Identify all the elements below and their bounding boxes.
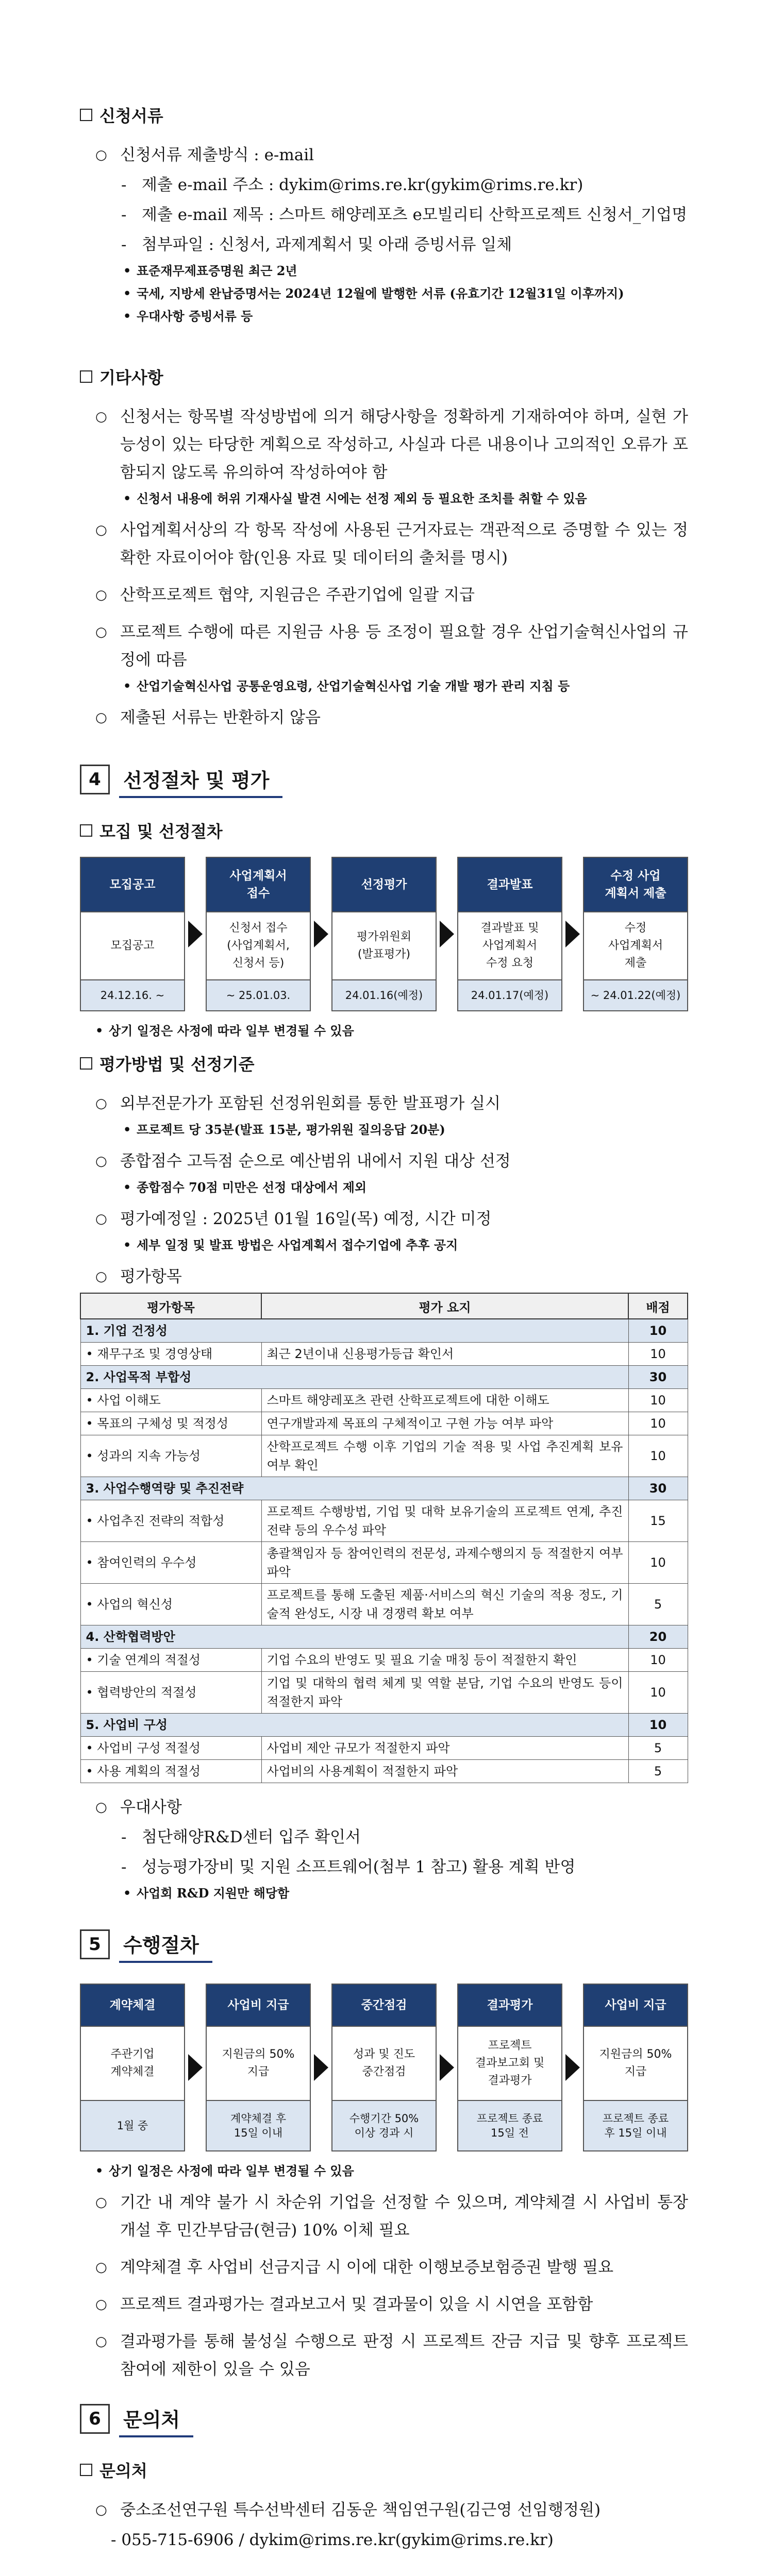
- table-row: [80, 1500, 688, 1542]
- section-title: 문의처: [119, 2404, 193, 2437]
- table-cell: 10: [628, 1714, 688, 1737]
- eval-note: • 프로젝트 당 35분(발표 15분, 평가위원 질의응답 20분): [123, 1122, 445, 1137]
- table-cell: 5: [628, 1737, 688, 1760]
- table-cell: 산학프로젝트 수행 이후 기업의 기술 적용 및 사업 추진계획 보유 여부 확인: [261, 1435, 628, 1477]
- other-note: • 신청서 내용에 허위 기재사실 발견 시에는 선정 제외 등 필요한 조치를 취할 수 있음: [123, 491, 587, 506]
- table-cell: 사업비의 사용계획이 적절한지 파악: [261, 1760, 628, 1783]
- execution-flow: [80, 1984, 688, 2151]
- table-cell: 30: [628, 1366, 688, 1389]
- section-number: 5: [80, 1929, 110, 1959]
- other-item: ○ 신청서는 항목별 작성방법에 의거 해당사항을 정확하게 기재하여야 하며, 실현 가능성이 있는 타당한 계획으로 작성하고, 사실과 다른 내용이나 고의적인 오류가 포함되지 않도록 유의하여 작성하여야 함: [95, 408, 688, 482]
- table-cell: 10: [628, 1389, 688, 1412]
- table-row: [80, 1435, 688, 1477]
- pref-item: ○ 우대사항: [95, 1798, 182, 1817]
- arrow-right-icon: [437, 1984, 457, 2151]
- section-number: 6: [80, 2404, 110, 2434]
- square-bullet-icon: [80, 824, 92, 837]
- table-cell: 프로젝트 수행방법, 기업 및 대학 보유기술의 프로젝트 연계, 추진전략 등의 우수성 파악: [261, 1500, 628, 1542]
- table-category-row: [80, 1366, 688, 1389]
- table-cell: 2. 사업목적 부합성: [80, 1366, 628, 1389]
- eval-heading: 평가방법 및 선정기준: [80, 1052, 688, 1075]
- pref-sub-item: - 성능평가장비 및 지원 소프트웨어(첨부 1 참고) 활용 계획 반영: [121, 1858, 576, 1876]
- square-bullet-icon: [80, 1057, 92, 1070]
- eval-item: ○ 종합점수 고득점 순으로 예산범위 내에서 지원 대상 선정: [95, 1152, 511, 1171]
- table-row: [80, 1672, 688, 1714]
- section-apply-docs-heading: 신청서류: [80, 103, 688, 127]
- table-cell: 프로젝트를 통해 도출된 제품·서비스의 혁신 기술의 적용 정도, 기술적 완성도, 시장 내 경쟁력 확보 여부: [261, 1584, 628, 1625]
- square-bullet-icon: [80, 109, 92, 121]
- apply-docs-note: • 우대사항 증빙서류 등: [123, 309, 253, 324]
- contact-heading: 문의처: [80, 2458, 688, 2482]
- other-item: ○ 산학프로젝트 협약, 지원금은 주관기업에 일괄 지급: [95, 586, 475, 604]
- table-cell: 스마트 해양레포츠 관련 산학프로젝트에 대한 이해도: [261, 1389, 628, 1412]
- table-cell: 10: [628, 1343, 688, 1366]
- arrow-right-icon: [185, 857, 206, 1011]
- table-cell: • 사용 계획의 적절성: [80, 1760, 261, 1783]
- table-cell: 사업비 제안 규모가 적절한지 파악: [261, 1737, 628, 1760]
- table-row: [80, 1584, 688, 1625]
- other-item: ○ 제출된 서류는 반환하지 않음: [95, 708, 321, 727]
- table-cell: 15: [628, 1500, 688, 1542]
- other-item: ○ 사업계획서상의 각 항목 작성에 사용된 근거자료는 객관적으로 증명할 수 있는 정확한 자료이어야 함(인용 자료 및 데이터의 출처를 명시): [95, 521, 688, 567]
- flow-note: • 상기 일정은 사정에 따라 일부 변경될 수 있음: [95, 1023, 354, 1038]
- apply-docs-note: • 국세, 지방세 완납증명서는 2024년 12월에 발행한 서류 (유효기간 12월31일 이후까지): [123, 286, 624, 301]
- table-cell: 30: [628, 1477, 688, 1500]
- table-header-row: [80, 1293, 688, 1319]
- section-number: 4: [80, 765, 110, 794]
- table-row: [80, 1412, 688, 1435]
- flow-step: 계약체결 주관기업 계약체결 1월 중: [80, 1984, 185, 2151]
- table-row: [80, 1542, 688, 1584]
- table-row: [80, 1760, 688, 1783]
- table-cell: 10: [628, 1649, 688, 1672]
- section-title: 선정절차 및 평가: [119, 765, 282, 798]
- table-cell: • 사업비 구성 적절성: [80, 1737, 261, 1760]
- flow-step: 선정평가 평가위원회 (발표평가) 24.01.16(예정): [331, 857, 437, 1011]
- table-cell: 기업 및 대학의 협력 체계 및 역할 분담, 기업 수요의 반영도 등이 적절한지 파악: [261, 1672, 628, 1714]
- table-cell: 최근 2년이내 신용평가등급 확인서: [261, 1343, 628, 1366]
- table-cell: • 성과의 지속 가능성: [80, 1435, 261, 1477]
- execution-item: ○ 결과평가를 통해 불성실 수행으로 판정 시 프로젝트 잔금 지급 및 향후 프로젝트 참여에 제한이 있을 수 있음: [95, 2332, 688, 2379]
- table-cell: 1. 기업 건정성: [80, 1319, 628, 1343]
- eval-note: • 종합점수 70점 미만은 선정 대상에서 제외: [123, 1180, 367, 1195]
- table-category-row: [80, 1714, 688, 1737]
- table-row: [80, 1737, 688, 1760]
- section-6-header: [80, 2404, 688, 2437]
- flow-step: 사업계획서 접수 신청서 접수 (사업계획서, 신청서 등) ~ 25.01.03.: [206, 857, 311, 1011]
- pref-sub-item: - 첨단해양R&D센터 입주 확인서: [121, 1828, 361, 1846]
- table-cell: 10: [628, 1542, 688, 1584]
- table-cell: 3. 사업수행역량 및 추진전략: [80, 1477, 628, 1500]
- execution-item: ○ 기간 내 계약 불가 시 차순위 기업을 선정할 수 있으며, 계약체결 시 사업비 통장 개설 후 민간부담금(현금) 10% 이체 필요: [95, 2193, 688, 2240]
- document-page: [80, 103, 688, 2556]
- table-cell: • 사업추진 전략의 적합성: [80, 1500, 261, 1542]
- table-cell: 10: [628, 1672, 688, 1714]
- execution-item: ○ 프로젝트 결과평가는 결과보고서 및 결과물이 있을 시 시연을 포함함: [95, 2295, 593, 2314]
- table-row: [80, 1389, 688, 1412]
- table-cell: 총괄책임자 등 참여인력의 전문성, 과제수행의지 등 적절한지 여부 파악: [261, 1542, 628, 1584]
- table-cell: 연구개발과제 목표의 구체적이고 구현 가능 여부 파악: [261, 1412, 628, 1435]
- table-category-row: [80, 1319, 688, 1343]
- table-cell: 5. 사업비 구성: [80, 1714, 628, 1737]
- section-4-header: [80, 765, 688, 798]
- execution-item: ○ 계약체결 후 사업비 선금지급 시 이에 대한 이행보증보험증권 발행 필요: [95, 2258, 614, 2277]
- table-cell: • 참여인력의 우수성: [80, 1542, 261, 1584]
- flow-step: 결과발표 결과발표 및 사업계획서 수정 요청 24.01.17(예정): [457, 857, 562, 1011]
- table-cell: • 사업 이해도: [80, 1389, 261, 1412]
- arrow-right-icon: [437, 857, 457, 1011]
- table-cell: 4. 산학협력방안: [80, 1625, 628, 1649]
- table-header: 평가 요지: [261, 1293, 628, 1319]
- table-cell: 10: [628, 1319, 688, 1343]
- flow-step: 수정 사업 계획서 제출 수정 사업계획서 제출 ~ 24.01.22(예정): [583, 857, 688, 1011]
- section-title: 수행절차: [119, 1929, 212, 1963]
- selection-flow: [80, 857, 688, 1011]
- section-5-header: [80, 1929, 688, 1963]
- flow-step: 결과평가 프로젝트 결과보고회 및 결과평가 프로젝트 종료 15일 전: [457, 1984, 562, 2151]
- table-cell: 10: [628, 1412, 688, 1435]
- table-header: 평가항목: [80, 1293, 261, 1319]
- square-bullet-icon: [80, 370, 92, 383]
- apply-docs-sub-item: - 제출 e-mail 주소 : dykim@rims.re.kr(gykim@rims.re.kr): [121, 176, 583, 194]
- apply-docs-sub-item: - 제출 e-mail 제목 : 스마트 해양레포츠 e모빌리티 산학프로젝트 신청서_기업명: [121, 206, 688, 224]
- table-row: [80, 1649, 688, 1672]
- apply-docs-item: ○ 신청서류 제출방식 : e-mail: [95, 146, 314, 164]
- arrow-right-icon: [311, 857, 331, 1011]
- arrow-right-icon: [311, 1984, 331, 2151]
- contact-phone: - 055-715-6906 / dykim@rims.re.kr(gykim@rims.re.kr): [111, 2531, 554, 2549]
- eval-item: ○ 평가예정일 : 2025년 01월 16일(목) 예정, 시간 미정: [95, 1210, 492, 1228]
- table-cell: 기업 수요의 반영도 및 필요 기술 매칭 등이 적절한지 확인: [261, 1649, 628, 1672]
- eval-item: ○ 외부전문가가 포함된 선정위원회를 통한 발표평가 실시: [95, 1094, 501, 1113]
- table-cell: 5: [628, 1584, 688, 1625]
- recruit-heading: 모집 및 선정절차: [80, 819, 688, 842]
- table-cell: • 재무구조 및 경영상태: [80, 1343, 261, 1366]
- flow-step: 중간점검 성과 및 진도 중간점검 수행기간 50% 이상 경과 시: [331, 1984, 437, 2151]
- eval-item: ○ 평가항목: [95, 1267, 182, 1286]
- table-cell: • 목표의 구체성 및 적정성: [80, 1412, 261, 1435]
- contact-item: ○ 중소조선연구원 특수선박센터 김동운 책임연구원(김근영 선임행정원): [95, 2501, 601, 2519]
- flow-step: 사업비 지급 지원금의 50% 지급 계약체결 후 15일 이내: [206, 1984, 311, 2151]
- square-bullet-icon: [80, 2464, 92, 2476]
- flow-step: 사업비 지급 지원금의 50% 지급 프로젝트 종료 후 15일 이내: [583, 1984, 688, 2151]
- other-item: ○ 프로젝트 수행에 따른 지원금 사용 등 조정이 필요할 경우 산업기술혁신사업의 규정에 따름: [95, 623, 688, 669]
- table-cell: 20: [628, 1625, 688, 1649]
- table-row: [80, 1343, 688, 1366]
- table-cell: 5: [628, 1760, 688, 1783]
- table-cell: 10: [628, 1435, 688, 1477]
- apply-docs-note: • 표준재무제표증명원 최근 2년: [123, 263, 297, 278]
- table-category-row: [80, 1625, 688, 1649]
- table-category-row: [80, 1477, 688, 1500]
- apply-docs-sub-item: - 첨부파일 : 신청서, 과제계획서 및 아래 증빙서류 일체: [121, 235, 512, 254]
- arrow-right-icon: [562, 1984, 583, 2151]
- table-cell: • 기술 연계의 적절성: [80, 1649, 261, 1672]
- other-note: • 산업기술혁신사업 공통운영요령, 산업기술혁신사업 기술 개발 평가 관리 지침 등: [123, 679, 570, 693]
- flow-note: • 상기 일정은 사정에 따라 일부 변경될 수 있음: [95, 2163, 354, 2178]
- evaluation-table: [80, 1293, 688, 1783]
- section-other-heading: 기타사항: [80, 365, 688, 388]
- table-header: 배점: [628, 1293, 688, 1319]
- pref-note: • 사업회 R&D 지원만 해당함: [123, 1886, 290, 1901]
- eval-note: • 세부 일정 및 발표 방법은 사업계획서 접수기업에 추후 공지: [123, 1238, 458, 1252]
- arrow-right-icon: [562, 857, 583, 1011]
- table-cell: • 사업의 혁신성: [80, 1584, 261, 1625]
- table-cell: • 협력방안의 적절성: [80, 1672, 261, 1714]
- arrow-right-icon: [185, 1984, 206, 2151]
- flow-step: 모집공고 모집공고 24.12.16. ~: [80, 857, 185, 1011]
